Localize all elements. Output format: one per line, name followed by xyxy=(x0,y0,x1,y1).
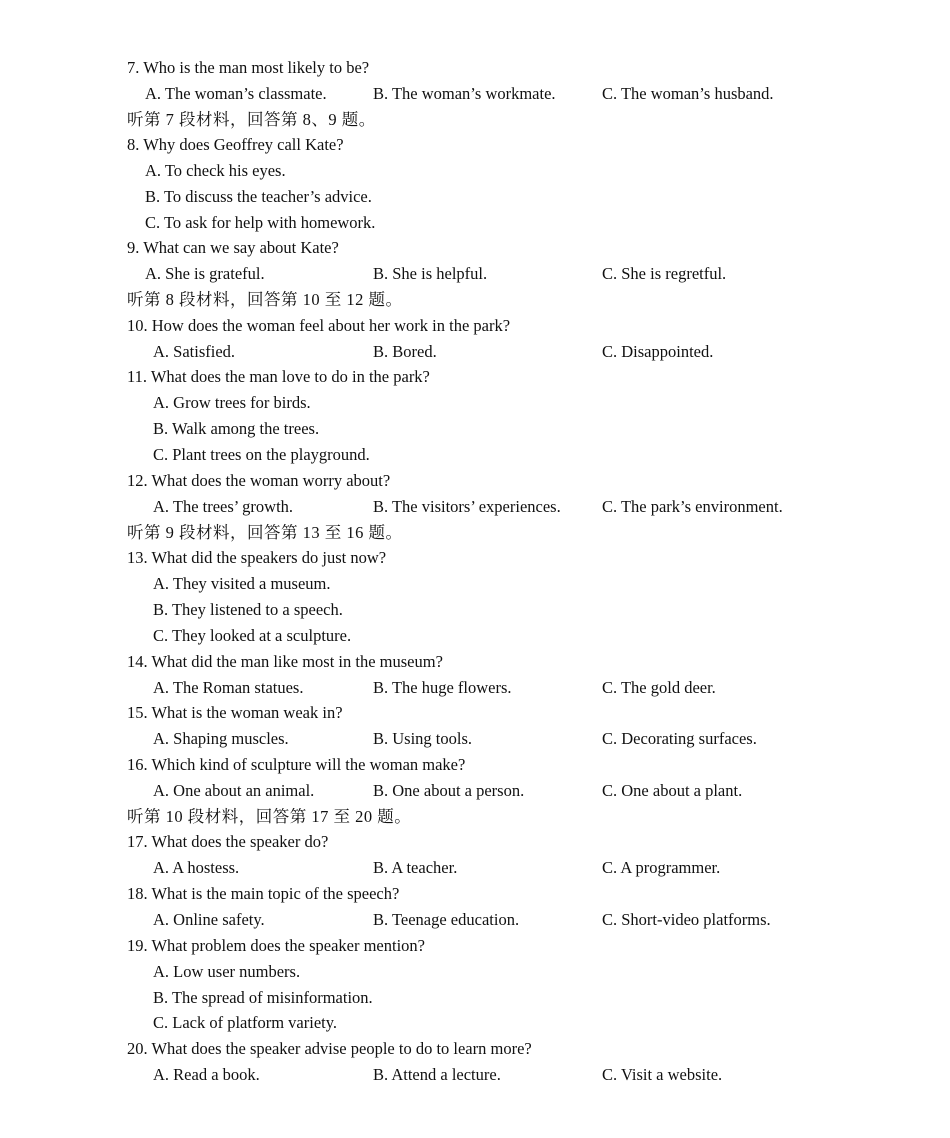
question-18-option-b[interactable]: B. Teenage education. xyxy=(373,910,520,929)
question-20-stem: 20. What does the speaker advise people to do to learn more? xyxy=(127,1039,532,1058)
question-10-option-b[interactable]: B. Bored. xyxy=(373,342,437,361)
question-9-option-a[interactable]: A. She is grateful. xyxy=(145,264,265,283)
question-8-option-c[interactable]: C. To ask for help with homework. xyxy=(145,213,376,232)
question-20-option-c[interactable]: C. Visit a website. xyxy=(602,1065,723,1084)
question-15-stem: 15. What is the woman weak in? xyxy=(127,703,343,722)
question-16-option-c[interactable]: C. One about a plant. xyxy=(602,781,743,800)
question-9-option-b[interactable]: B. She is helpful. xyxy=(373,264,488,283)
question-10-option-a[interactable]: A. Satisfied. xyxy=(153,342,236,361)
question-19-option-c[interactable]: C. Lack of platform variety. xyxy=(153,1013,338,1032)
question-8-option-b[interactable]: B. To discuss the teacher’s advice. xyxy=(145,187,372,206)
question-17-stem: 17. What does the speaker do? xyxy=(127,832,329,851)
question-7-stem: 7. Who is the man most likely to be? xyxy=(127,58,370,77)
question-12-option-b[interactable]: B. The visitors’ experiences. xyxy=(373,497,561,516)
question-7-option-b[interactable]: B. The woman’s workmate. xyxy=(373,84,556,103)
question-10-option-c[interactable]: C. Disappointed. xyxy=(602,342,714,361)
question-14-option-c[interactable]: C. The gold deer. xyxy=(602,678,716,697)
question-18-option-c[interactable]: C. Short-video platforms. xyxy=(602,910,771,929)
question-20-option-a[interactable]: A. Read a book. xyxy=(153,1065,260,1084)
question-10-stem: 10. How does the woman feel about her work in the park? xyxy=(127,316,511,335)
question-13-option-a[interactable]: A. They visited a museum. xyxy=(153,574,331,593)
question-17-option-c[interactable]: C. A programmer. xyxy=(602,858,721,877)
question-9-stem: 9. What can we say about Kate? xyxy=(127,238,339,257)
question-19-stem: 19. What problem does the speaker mention? xyxy=(127,936,425,955)
question-15-option-b[interactable]: B. Using tools. xyxy=(373,729,473,748)
question-15-option-c[interactable]: C. Decorating surfaces. xyxy=(602,729,757,748)
question-11-option-b[interactable]: B. Walk among the trees. xyxy=(153,419,320,438)
question-14-option-b[interactable]: B. The huge flowers. xyxy=(373,678,512,697)
question-7-option-a[interactable]: A. The woman’s classmate. xyxy=(145,84,327,103)
question-12-option-a[interactable]: A. The trees’ growth. xyxy=(153,497,294,516)
question-11-option-c[interactable]: C. Plant trees on the playground. xyxy=(153,445,370,464)
section-7-instruction: 听第 7 段材料，回答第 8、9 题。 xyxy=(127,110,376,129)
section-9-instruction: 听第 9 段材料，回答第 13 至 16 题。 xyxy=(127,523,403,542)
question-13-stem: 13. What did the speakers do just now? xyxy=(127,548,387,567)
question-8-stem: 8. Why does Geoffrey call Kate? xyxy=(127,135,344,154)
question-18-option-a[interactable]: A. Online safety. xyxy=(153,910,265,929)
question-19-option-a[interactable]: A. Low user numbers. xyxy=(153,962,301,981)
question-14-option-a[interactable]: A. The Roman statues. xyxy=(153,678,304,697)
question-13-option-b[interactable]: B. They listened to a speech. xyxy=(153,600,343,619)
section-10-instruction: 听第 10 段材料，回答第 17 至 20 题。 xyxy=(127,807,412,826)
question-18-stem: 18. What is the main topic of the speech? xyxy=(127,884,400,903)
question-8-option-a[interactable]: A. To check his eyes. xyxy=(145,161,286,180)
question-16-stem: 16. Which kind of sculpture will the woman make? xyxy=(127,755,466,774)
question-7-option-c[interactable]: C. The woman’s husband. xyxy=(602,84,774,103)
question-20-option-b[interactable]: B. Attend a lecture. xyxy=(373,1065,501,1084)
question-13-option-c[interactable]: C. They looked at a sculpture. xyxy=(153,626,352,645)
question-11-stem: 11. What does the man love to do in the park? xyxy=(127,367,430,386)
question-9-option-c[interactable]: C. She is regretful. xyxy=(602,264,727,283)
question-12-stem: 12. What does the woman worry about? xyxy=(127,471,391,490)
question-15-option-a[interactable]: A. Shaping muscles. xyxy=(153,729,289,748)
question-17-option-a[interactable]: A. A hostess. xyxy=(153,858,240,877)
question-16-option-b[interactable]: B. One about a person. xyxy=(373,781,525,800)
question-16-option-a[interactable]: A. One about an animal. xyxy=(153,781,315,800)
question-11-option-a[interactable]: A. Grow trees for birds. xyxy=(153,393,311,412)
section-8-instruction: 听第 8 段材料，回答第 10 至 12 题。 xyxy=(127,290,403,309)
question-19-option-b[interactable]: B. The spread of misinformation. xyxy=(153,988,373,1007)
question-12-option-c[interactable]: C. The park’s environment. xyxy=(602,497,783,516)
question-14-stem: 14. What did the man like most in the museum? xyxy=(127,652,443,671)
question-17-option-b[interactable]: B. A teacher. xyxy=(373,858,458,877)
